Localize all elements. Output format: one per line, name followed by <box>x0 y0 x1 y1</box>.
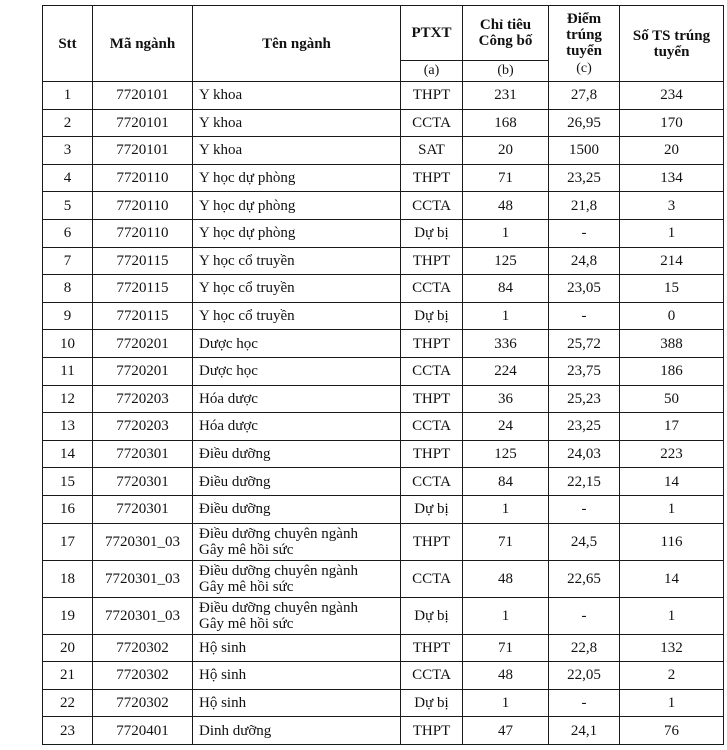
cell-stt: 19 <box>43 597 93 634</box>
cell-ten-nganh-line2: Gây mê hồi sức <box>199 615 294 632</box>
cell-stt: 21 <box>43 662 93 690</box>
cell-chi-tieu: 48 <box>463 560 549 597</box>
cell-ma-nganh: 7720301_03 <box>93 523 193 560</box>
cell-diem: 22,65 <box>549 560 620 597</box>
cell-diem: 21,8 <box>549 192 620 220</box>
table-row <box>43 357 724 385</box>
cell-diem: - <box>549 597 620 634</box>
cell-ptxt: CCTA <box>401 468 463 496</box>
cell-diem: 27,8 <box>549 82 620 110</box>
cell-stt: 11 <box>43 357 93 385</box>
cell-ma-nganh: 7720115 <box>93 247 193 275</box>
cell-diem: 26,95 <box>549 109 620 137</box>
cell-ten-nganh: Hộ sinh <box>193 689 401 717</box>
cell-ten-nganh: Y học dự phòng <box>193 192 401 220</box>
cell-ptxt: Dự bị <box>401 597 463 634</box>
cell-ma-nganh: 7720301_03 <box>93 597 193 634</box>
cell-chi-tieu: 71 <box>463 164 549 192</box>
cell-ten-nganh: Y khoa <box>193 82 401 110</box>
table-row <box>43 164 724 192</box>
cell-so-ts: 15 <box>620 275 724 303</box>
cell-ptxt: THPT <box>401 440 463 468</box>
cell-diem: 22,05 <box>549 662 620 690</box>
cell-stt: 14 <box>43 440 93 468</box>
table-row <box>43 219 724 247</box>
cell-ma-nganh: 7720101 <box>93 82 193 110</box>
cell-diem: 23,75 <box>549 357 620 385</box>
cell-ptxt: CCTA <box>401 560 463 597</box>
cell-ptxt: Dự bị <box>401 689 463 717</box>
cell-ten-nganh: Điều dưỡng <box>193 468 401 496</box>
cell-so-ts: 17 <box>620 413 724 441</box>
cell-so-ts: 223 <box>620 440 724 468</box>
table-row <box>43 137 724 165</box>
cell-diem: 25,72 <box>549 330 620 358</box>
cell-ma-nganh: 7720203 <box>93 413 193 441</box>
cell-ten-nganh: Y học dự phòng <box>193 219 401 247</box>
cell-ptxt: THPT <box>401 717 463 745</box>
cell-ptxt: THPT <box>401 634 463 662</box>
cell-so-ts: 1 <box>620 597 724 634</box>
cell-ma-nganh: 7720110 <box>93 192 193 220</box>
cell-ma-nganh: 7720101 <box>93 109 193 137</box>
cell-ptxt: THPT <box>401 82 463 110</box>
cell-ten-nganh: Y khoa <box>193 109 401 137</box>
cell-ptxt: THPT <box>401 385 463 413</box>
header-row <box>43 6 724 61</box>
cell-ma-nganh: 7720201 <box>93 357 193 385</box>
cell-so-ts: 1 <box>620 495 724 523</box>
table-row <box>43 440 724 468</box>
header-diem-label: Điểm trúng tuyển <box>566 10 602 59</box>
cell-stt: 12 <box>43 385 93 413</box>
cell-ma-nganh: 7720301 <box>93 495 193 523</box>
cell-diem: 22,8 <box>549 634 620 662</box>
cell-chi-tieu: 24 <box>463 413 549 441</box>
cell-ma-nganh: 7720110 <box>93 219 193 247</box>
cell-stt: 17 <box>43 523 93 560</box>
cell-ten-nganh: Hộ sinh <box>193 662 401 690</box>
cell-ptxt: THPT <box>401 330 463 358</box>
cell-chi-tieu: 168 <box>463 109 549 137</box>
header-chi-tieu: Chỉ tiêu Công bố <box>463 6 549 61</box>
cell-diem: - <box>549 219 620 247</box>
cell-ma-nganh: 7720302 <box>93 634 193 662</box>
cell-ptxt: Dự bị <box>401 495 463 523</box>
table-row <box>43 717 724 745</box>
table-row <box>43 82 724 110</box>
cell-ma-nganh: 7720101 <box>93 137 193 165</box>
cell-ten-nganh: Dinh dưỡng <box>193 717 401 745</box>
table-row <box>43 468 724 496</box>
cell-diem: 24,5 <box>549 523 620 560</box>
cell-stt: 15 <box>43 468 93 496</box>
cell-ptxt: CCTA <box>401 662 463 690</box>
cell-diem: 22,15 <box>549 468 620 496</box>
cell-stt: 23 <box>43 717 93 745</box>
cell-ten-nganh: Y học cổ truyền <box>193 275 401 303</box>
cell-ten-nganh: Dược học <box>193 357 401 385</box>
cell-stt: 9 <box>43 302 93 330</box>
cell-ten-nganh-line1: Điều dưỡng chuyên ngành <box>199 599 358 616</box>
cell-ten-nganh-line2: Gây mê hồi sức <box>199 578 294 595</box>
cell-ten-nganh <box>193 560 401 597</box>
header-so-ts: Số TS trúng tuyển <box>620 6 724 82</box>
cell-chi-tieu: 1 <box>463 597 549 634</box>
cell-ten-nganh: Y học dự phòng <box>193 164 401 192</box>
table-row <box>43 597 724 634</box>
table-body <box>43 82 724 745</box>
cell-chi-tieu: 1 <box>463 219 549 247</box>
cell-ten-nganh-line1: Điều dưỡng chuyên ngành <box>199 525 358 542</box>
table-row <box>43 634 724 662</box>
cell-so-ts: 134 <box>620 164 724 192</box>
cell-diem: 23,25 <box>549 413 620 441</box>
cell-diem: 24,03 <box>549 440 620 468</box>
cell-chi-tieu: 1 <box>463 495 549 523</box>
cell-so-ts: 388 <box>620 330 724 358</box>
cell-ten-nganh: Y học cổ truyền <box>193 247 401 275</box>
table-row <box>43 560 724 597</box>
cell-so-ts: 1 <box>620 689 724 717</box>
cell-ten-nganh-line1: Điều dưỡng chuyên ngành <box>199 562 358 579</box>
cell-ten-nganh: Điều dưỡng <box>193 440 401 468</box>
header-ma-nganh: Mã ngành <box>93 6 193 82</box>
cell-chi-tieu: 1 <box>463 689 549 717</box>
cell-stt: 13 <box>43 413 93 441</box>
cell-diem: - <box>549 302 620 330</box>
table-row <box>43 192 724 220</box>
admission-results-table <box>42 5 724 745</box>
cell-ptxt: CCTA <box>401 357 463 385</box>
cell-so-ts: 116 <box>620 523 724 560</box>
cell-ptxt: CCTA <box>401 109 463 137</box>
cell-stt: 10 <box>43 330 93 358</box>
cell-ten-nganh-line2: Gây mê hồi sức <box>199 541 294 558</box>
cell-ma-nganh: 7720201 <box>93 330 193 358</box>
cell-ma-nganh: 7720110 <box>93 164 193 192</box>
table-row <box>43 330 724 358</box>
cell-stt: 4 <box>43 164 93 192</box>
cell-so-ts: 2 <box>620 662 724 690</box>
cell-chi-tieu: 20 <box>463 137 549 165</box>
cell-ma-nganh: 7720203 <box>93 385 193 413</box>
cell-so-ts: 186 <box>620 357 724 385</box>
subheader-ptxt: (a) <box>401 61 463 82</box>
cell-so-ts: 14 <box>620 468 724 496</box>
cell-stt: 6 <box>43 219 93 247</box>
cell-chi-tieu: 336 <box>463 330 549 358</box>
cell-so-ts: 0 <box>620 302 724 330</box>
table-row <box>43 247 724 275</box>
cell-stt: 3 <box>43 137 93 165</box>
cell-so-ts: 3 <box>620 192 724 220</box>
cell-ten-nganh: Y học cổ truyền <box>193 302 401 330</box>
cell-ten-nganh: Hộ sinh <box>193 634 401 662</box>
cell-ma-nganh: 7720301 <box>93 468 193 496</box>
cell-chi-tieu: 71 <box>463 523 549 560</box>
cell-stt: 2 <box>43 109 93 137</box>
cell-ma-nganh: 7720302 <box>93 662 193 690</box>
table-row <box>43 495 724 523</box>
cell-ten-nganh: Điều dưỡng <box>193 495 401 523</box>
cell-ma-nganh: 7720115 <box>93 275 193 303</box>
cell-ptxt: CCTA <box>401 275 463 303</box>
cell-stt: 20 <box>43 634 93 662</box>
cell-chi-tieu: 71 <box>463 634 549 662</box>
subheader-diem: (c) <box>576 60 592 76</box>
cell-stt: 7 <box>43 247 93 275</box>
cell-chi-tieu: 84 <box>463 468 549 496</box>
cell-ma-nganh: 7720302 <box>93 689 193 717</box>
cell-ma-nganh: 7720301 <box>93 440 193 468</box>
cell-so-ts: 170 <box>620 109 724 137</box>
cell-chi-tieu: 36 <box>463 385 549 413</box>
cell-diem: 25,23 <box>549 385 620 413</box>
cell-stt: 1 <box>43 82 93 110</box>
cell-diem: 1500 <box>549 137 620 165</box>
header-ptxt: PTXT <box>401 6 463 61</box>
cell-so-ts: 50 <box>620 385 724 413</box>
cell-so-ts: 132 <box>620 634 724 662</box>
table-row <box>43 662 724 690</box>
cell-chi-tieu: 48 <box>463 662 549 690</box>
cell-chi-tieu: 84 <box>463 275 549 303</box>
table-row <box>43 413 724 441</box>
cell-stt: 22 <box>43 689 93 717</box>
header-ten-nganh: Tên ngành <box>193 6 401 82</box>
cell-ten-nganh <box>193 597 401 634</box>
cell-so-ts: 214 <box>620 247 724 275</box>
cell-diem: 23,05 <box>549 275 620 303</box>
cell-so-ts: 14 <box>620 560 724 597</box>
cell-chi-tieu: 125 <box>463 247 549 275</box>
cell-stt: 5 <box>43 192 93 220</box>
cell-chi-tieu: 224 <box>463 357 549 385</box>
cell-ptxt: CCTA <box>401 413 463 441</box>
cell-chi-tieu: 47 <box>463 717 549 745</box>
cell-diem: 23,25 <box>549 164 620 192</box>
cell-ten-nganh: Dược học <box>193 330 401 358</box>
cell-stt: 8 <box>43 275 93 303</box>
cell-so-ts: 1 <box>620 219 724 247</box>
table-row <box>43 109 724 137</box>
cell-ptxt: CCTA <box>401 192 463 220</box>
table-row <box>43 523 724 560</box>
cell-diem: 24,8 <box>549 247 620 275</box>
cell-chi-tieu: 48 <box>463 192 549 220</box>
cell-so-ts: 234 <box>620 82 724 110</box>
cell-diem: - <box>549 689 620 717</box>
cell-ten-nganh <box>193 523 401 560</box>
table-row <box>43 275 724 303</box>
table-row <box>43 385 724 413</box>
cell-chi-tieu: 125 <box>463 440 549 468</box>
cell-so-ts: 76 <box>620 717 724 745</box>
cell-diem: - <box>549 495 620 523</box>
cell-stt: 18 <box>43 560 93 597</box>
cell-so-ts: 20 <box>620 137 724 165</box>
cell-ptxt: Dự bị <box>401 302 463 330</box>
header-diem <box>549 6 620 82</box>
table-row <box>43 689 724 717</box>
cell-ma-nganh: 7720301_03 <box>93 560 193 597</box>
cell-ptxt: THPT <box>401 164 463 192</box>
cell-ptxt: SAT <box>401 137 463 165</box>
cell-ten-nganh: Hóa dược <box>193 413 401 441</box>
subheader-chi-tieu: (b) <box>463 61 549 82</box>
header-stt: Stt <box>43 6 93 82</box>
cell-ptxt: Dự bị <box>401 219 463 247</box>
cell-ma-nganh: 7720401 <box>93 717 193 745</box>
cell-ten-nganh: Y khoa <box>193 137 401 165</box>
cell-chi-tieu: 231 <box>463 82 549 110</box>
cell-diem: 24,1 <box>549 717 620 745</box>
table-row <box>43 302 724 330</box>
cell-chi-tieu: 1 <box>463 302 549 330</box>
cell-stt: 16 <box>43 495 93 523</box>
cell-ptxt: THPT <box>401 523 463 560</box>
cell-ptxt: THPT <box>401 247 463 275</box>
cell-ten-nganh: Hóa dược <box>193 385 401 413</box>
cell-ma-nganh: 7720115 <box>93 302 193 330</box>
